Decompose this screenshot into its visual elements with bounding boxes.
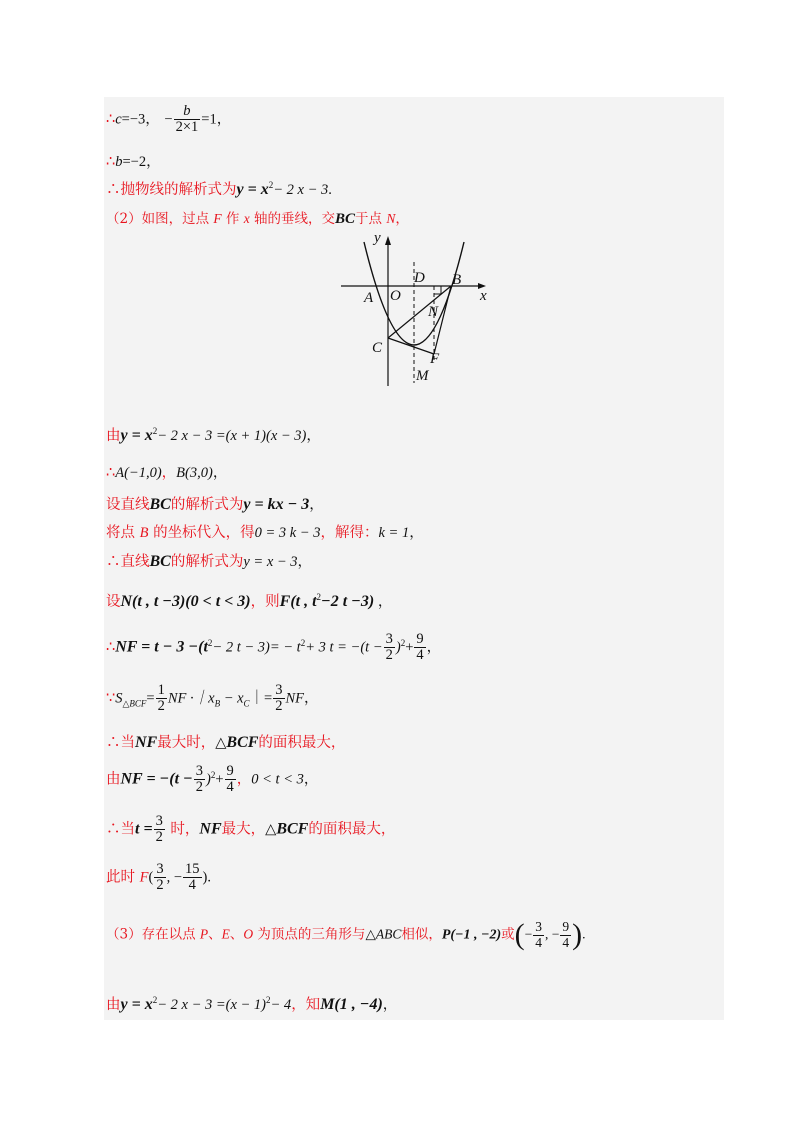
- equation: N(t , t −3)(0 < t < 3): [120, 593, 251, 610]
- punctuation: ，: [306, 428, 321, 444]
- triangle-BCF: BCF: [226, 734, 259, 751]
- paren: (: [148, 869, 154, 886]
- line-7: [106, 493, 324, 514]
- equation: − 2 x − 3 =(x + 1)(x − 3): [157, 428, 307, 444]
- minus-sign: −: [164, 111, 173, 128]
- line-text: 最大，: [221, 821, 266, 838]
- therefore-symbol: ∴: [106, 154, 116, 170]
- line-15: [106, 814, 395, 845]
- line-text: ∴当: [106, 821, 135, 838]
- segment-NF: NF: [199, 820, 222, 838]
- eq-text: =−3，: [121, 111, 160, 128]
- equation: 0 = 3 k − 3: [254, 525, 321, 541]
- line-text: 设直线: [106, 497, 150, 513]
- point-B: B: [139, 525, 149, 541]
- line-text: 由: [106, 771, 121, 788]
- line-9: [106, 550, 312, 571]
- line-13: [106, 731, 345, 752]
- equation: y = x − 3: [243, 554, 298, 570]
- fraction: [154, 862, 165, 893]
- label-D: D: [414, 270, 425, 286]
- segment-NF: NF: [135, 734, 158, 751]
- line-text: ∴: [106, 639, 116, 656]
- label-A: A: [364, 290, 374, 306]
- fraction-numerator: 3: [195, 763, 203, 779]
- line-BC: BC: [149, 553, 171, 570]
- line-text: 由: [106, 428, 121, 444]
- subscript: △BCF: [122, 698, 147, 709]
- fraction: [533, 920, 544, 949]
- line-text: 的解析式为: [170, 497, 244, 513]
- fraction-denominator: 4: [562, 934, 570, 950]
- equation: t =: [135, 820, 153, 838]
- line-text: ∴抛物线的解析式为: [106, 182, 237, 198]
- fraction-denominator: 2: [157, 698, 165, 715]
- fraction-denominator: 4: [226, 779, 234, 796]
- exponent: 2: [300, 637, 306, 648]
- triangle-ABC: ABC: [375, 926, 402, 942]
- line-11: [106, 632, 441, 663]
- triangle-symbol: △: [265, 821, 277, 838]
- line-6: [106, 461, 227, 482]
- line-text: 、: [229, 926, 244, 943]
- line-text: 的面积最大，: [258, 735, 346, 751]
- separator: , −: [545, 926, 560, 942]
- fraction-numerator: 15: [185, 861, 200, 877]
- point-F: F: [139, 869, 149, 886]
- fraction-numerator: 9: [562, 919, 570, 935]
- line-10: [106, 590, 392, 611]
- equation: y = x: [120, 996, 153, 1013]
- equation: k = 1: [378, 525, 410, 541]
- line-text: 作: [221, 211, 244, 227]
- fraction: [194, 764, 205, 795]
- label-N: N: [428, 304, 439, 320]
- paren: ): [572, 918, 583, 951]
- y-axis-arrow: [385, 236, 391, 245]
- equation: 0 < t < 3: [251, 771, 304, 788]
- equation: ｜=: [249, 690, 273, 707]
- line-text: 、: [208, 926, 222, 943]
- parabola-figure: [338, 228, 498, 390]
- label-O: O: [390, 288, 401, 304]
- line-2: [106, 150, 161, 171]
- line-8: [106, 521, 424, 542]
- line-text: 此时: [106, 869, 140, 886]
- eq-text: =−2，: [122, 154, 161, 170]
- fraction: [414, 632, 425, 663]
- fraction-denominator: 4: [188, 877, 196, 894]
- line-text: 时，: [165, 821, 200, 838]
- punctuation: ，: [382, 997, 398, 1013]
- line-text: 由: [106, 997, 121, 1013]
- line-text: 的面积最大，: [308, 821, 396, 838]
- label-M: M: [416, 368, 429, 384]
- triangle-symbol: △: [215, 735, 227, 751]
- equation: F(t , t: [279, 593, 317, 610]
- equation: − 2 t − 3)= − t: [212, 639, 301, 656]
- var-x: x: [243, 211, 250, 226]
- fraction-denominator: 4: [416, 647, 424, 664]
- fraction-numerator: 3: [275, 682, 283, 698]
- equation: − 2 x − 3: [273, 182, 329, 198]
- equation: NF ·｜x: [167, 690, 215, 707]
- fraction-denominator: 2×1: [175, 119, 199, 136]
- equation: y = kx − 3: [243, 496, 310, 513]
- label-F: F: [430, 351, 440, 367]
- fraction-denominator: 2: [275, 698, 283, 715]
- line-text: 的坐标代入，得: [148, 525, 255, 541]
- point-B-coords: B(3,0): [176, 465, 213, 481]
- equation: =: [146, 690, 155, 707]
- equation: +: [215, 771, 224, 788]
- fraction: [273, 683, 284, 714]
- line-text: 最大时，: [157, 735, 216, 751]
- exponent: 2: [266, 995, 271, 1006]
- equation: NF = −(t −: [120, 770, 193, 788]
- fraction: [154, 814, 165, 845]
- label-C: C: [372, 340, 383, 356]
- line-text: 的解析式为: [170, 554, 244, 570]
- segment-CF: [388, 338, 434, 354]
- fraction: [560, 920, 571, 949]
- line-text: ，: [395, 211, 409, 227]
- punctuation: ，: [374, 594, 393, 610]
- punctuation: .: [328, 182, 332, 198]
- fraction-numerator: 3: [535, 919, 543, 935]
- line-text: 将点: [106, 525, 140, 541]
- line-text: ，解得：: [320, 525, 379, 541]
- line-1: [106, 104, 231, 135]
- equation: NF = t − 3 −(t: [115, 638, 208, 656]
- label-y: y: [374, 230, 381, 246]
- punctuation: ，: [297, 554, 313, 570]
- fraction-denominator: 2: [195, 779, 203, 796]
- line-text: 轴的垂线，交: [249, 211, 336, 227]
- exponent: 2: [400, 637, 406, 648]
- right-angle-mark: [434, 286, 441, 294]
- triangle-BCF: BCF: [276, 820, 309, 838]
- punctuation: ，: [212, 465, 228, 481]
- fraction-numerator: b: [174, 104, 201, 120]
- fraction-numerator: 3: [155, 813, 163, 829]
- punctuation: ，: [303, 771, 319, 788]
- triangle-symbol: △: [365, 926, 376, 942]
- line-text: ，则: [250, 594, 280, 610]
- line-text: ，知: [291, 997, 321, 1013]
- line-BC: BC: [335, 211, 356, 227]
- equation: ): [205, 771, 211, 788]
- equation: y = x: [120, 427, 153, 444]
- exponent: 2: [316, 592, 322, 603]
- point-E: E: [221, 926, 230, 942]
- var-c: c: [115, 111, 122, 128]
- equation: NF: [285, 690, 305, 707]
- label-x: x: [480, 288, 487, 304]
- fraction-numerator: 3: [385, 631, 393, 647]
- line-5: [106, 424, 321, 445]
- fraction: [183, 862, 202, 893]
- var-b: b: [115, 154, 123, 170]
- fraction: [156, 683, 167, 714]
- exponent: 2: [207, 637, 213, 648]
- segment-BF: [434, 286, 451, 354]
- equation: − 4: [270, 997, 292, 1013]
- equation: − x: [220, 690, 244, 707]
- subscript: C: [243, 698, 250, 709]
- minus-sign: −: [524, 926, 533, 942]
- line-text: 于点: [355, 211, 387, 227]
- fraction-numerator: 1: [157, 682, 165, 698]
- equation: − 2 x − 3 =(x − 1): [157, 997, 267, 1013]
- fraction-numerator: 9: [226, 763, 234, 779]
- line-12: [106, 683, 319, 714]
- equation: −2 t −3): [321, 593, 375, 610]
- paren: ): [202, 869, 208, 886]
- line-4: [106, 207, 409, 228]
- point-N: N: [386, 211, 396, 226]
- line-text: （3）存在以点: [106, 926, 200, 943]
- point-F: F: [213, 211, 222, 226]
- fraction: [225, 764, 236, 795]
- point-P: P: [199, 926, 209, 942]
- eq-text: =1，: [201, 111, 232, 128]
- line-text: ∴直线: [106, 554, 150, 570]
- punctuation: ，: [161, 465, 177, 481]
- exponent: 2: [268, 180, 274, 191]
- fraction-numerator: 3: [156, 861, 164, 877]
- line-text: ∴当: [106, 735, 135, 751]
- subscript: B: [214, 698, 221, 709]
- point-P-coords: P(−1 , −2): [441, 927, 502, 943]
- equation: + 3 t = −(t −: [305, 639, 383, 656]
- paren: (: [514, 918, 525, 951]
- point-O: O: [243, 926, 254, 942]
- line-text: ，: [236, 771, 252, 788]
- equation: +: [405, 639, 414, 656]
- line-text: 设: [106, 594, 121, 610]
- equation: ): [395, 639, 401, 656]
- fraction: [174, 104, 201, 135]
- line-3: [106, 178, 332, 199]
- point-A-coords: A(−1,0): [115, 465, 162, 481]
- line-14: [106, 764, 318, 795]
- exponent: 2: [152, 995, 158, 1006]
- line-BC: BC: [149, 496, 171, 513]
- punctuation: ，: [309, 497, 324, 513]
- line-18: [106, 993, 397, 1014]
- line-text: ∴: [106, 465, 116, 481]
- fraction-denominator: 2: [155, 829, 163, 846]
- exponent: 2: [210, 769, 216, 780]
- punctuation: ，: [409, 525, 424, 541]
- fraction-denominator: 2: [156, 877, 164, 894]
- line-text: 相似，: [401, 926, 442, 943]
- separator: , −: [166, 869, 182, 886]
- because-symbol: ∵: [106, 690, 116, 707]
- line-text: 或: [501, 926, 515, 943]
- punctuation: .: [582, 926, 586, 942]
- equation: y = x: [236, 181, 269, 198]
- fraction: [384, 632, 395, 663]
- line-text: （2）如图，过点: [106, 211, 214, 227]
- fraction-denominator: 4: [535, 934, 543, 950]
- line-text: 为顶点的三角形与: [253, 926, 366, 943]
- therefore-symbol: ∴: [106, 111, 116, 128]
- point-M-coords: M(1 , −4): [320, 996, 383, 1013]
- punctuation: .: [207, 869, 211, 886]
- punctuation: ，: [304, 690, 319, 707]
- label-B: B: [452, 272, 462, 288]
- area-S: S: [115, 690, 123, 707]
- fraction-denominator: 2: [385, 647, 393, 664]
- line-17: [106, 920, 586, 950]
- exponent: 2: [152, 426, 158, 437]
- punctuation: ，: [426, 639, 442, 656]
- line-16: [106, 862, 211, 893]
- fraction-numerator: 9: [416, 631, 424, 647]
